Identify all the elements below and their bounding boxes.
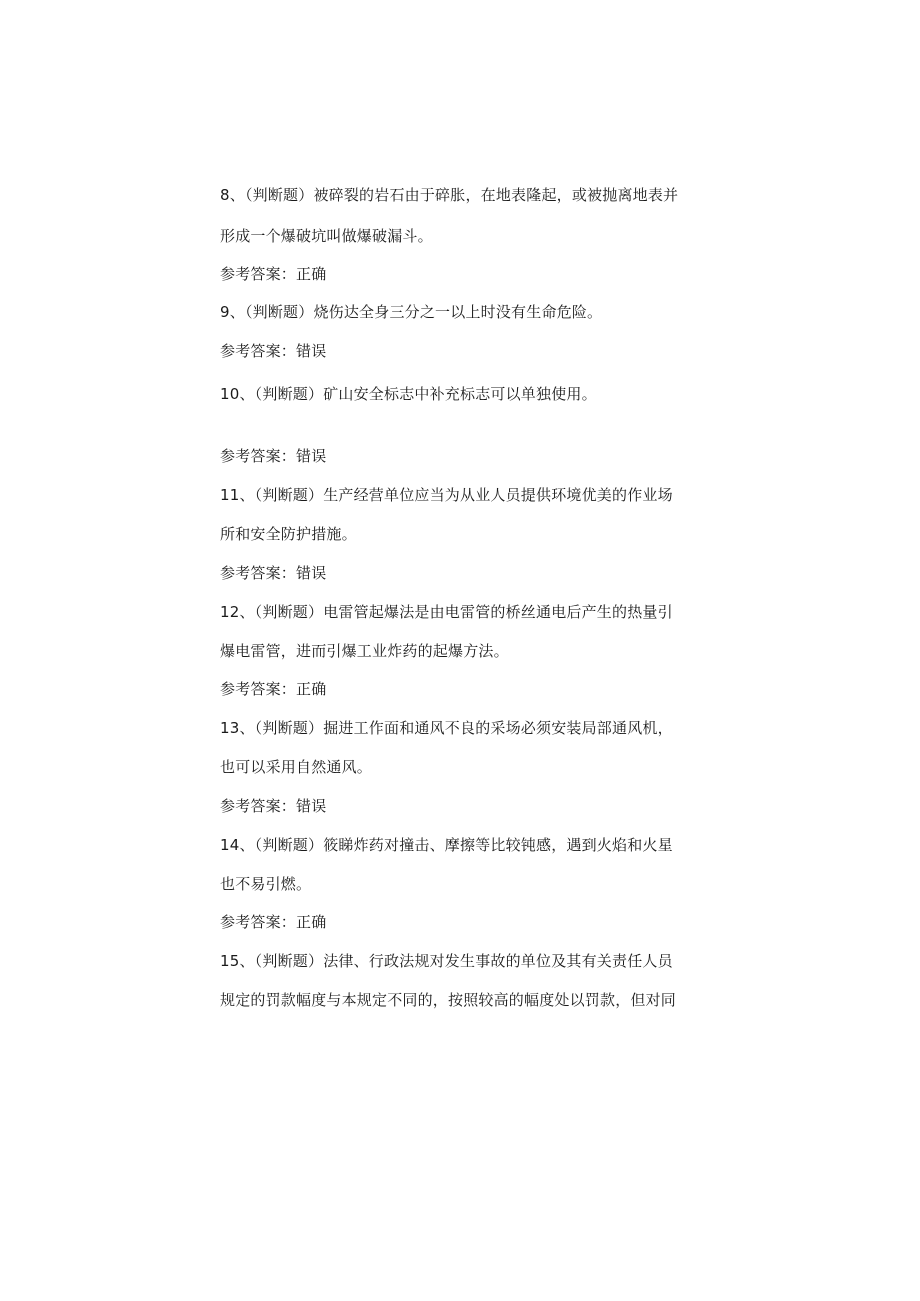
q12-answer: 参考答案：正确	[220, 680, 327, 698]
q13-line-1: 13、（判断题）掘进工作面和通风不良的采场必须安装局部通风机，	[220, 719, 673, 737]
q14-line-2: 也不易引燃。	[220, 875, 312, 893]
q10-answer: 参考答案：错误	[220, 447, 327, 465]
q12-line-1: 12、（判断题）电雷管起爆法是由电雷管的桥丝通电后产生的热量引	[220, 603, 673, 621]
q13-answer: 参考答案：错误	[220, 797, 327, 815]
q9-answer: 参考答案：错误	[220, 342, 327, 360]
q15-line-1: 15、（判断题）法律、行政法规对发生事故的单位及其有关责任人员	[220, 952, 673, 970]
q11-answer: 参考答案：错误	[220, 564, 327, 582]
q11-line-1: 11、（判断题）生产经营单位应当为从业人员提供环境优美的作业场	[220, 486, 673, 504]
q11-line-2: 所和安全防护措施。	[220, 525, 357, 543]
q15-line-2: 规定的罚款幅度与本规定不同的，按照较高的幅度处以罚款，但对同	[220, 991, 677, 1009]
q14-answer: 参考答案：正确	[220, 913, 327, 931]
q12-line-2: 爆电雷管，进而引爆工业炸药的起爆方法。	[220, 642, 509, 660]
q13-line-2: 也可以采用自然通风。	[220, 758, 373, 776]
q8-answer: 参考答案：正确	[220, 265, 327, 283]
q9-line-1: 9、（判断题）烧伤达全身三分之一以上时没有生命危险。	[220, 303, 603, 321]
q8-line-2: 形成一个爆破坑叫做爆破漏斗。	[220, 227, 433, 245]
q10-line-1: 10、（判断题）矿山安全标志中补充标志可以单独使用。	[220, 385, 597, 403]
q8-line-1: 8、（判断题）被碎裂的岩石由于碎胀，在地表隆起，或被抛离地表并	[220, 186, 679, 204]
q14-line-1: 14、（判断题）筱睇炸药对撞击、摩擦等比较钝感，遇到火焰和火星	[220, 836, 673, 854]
